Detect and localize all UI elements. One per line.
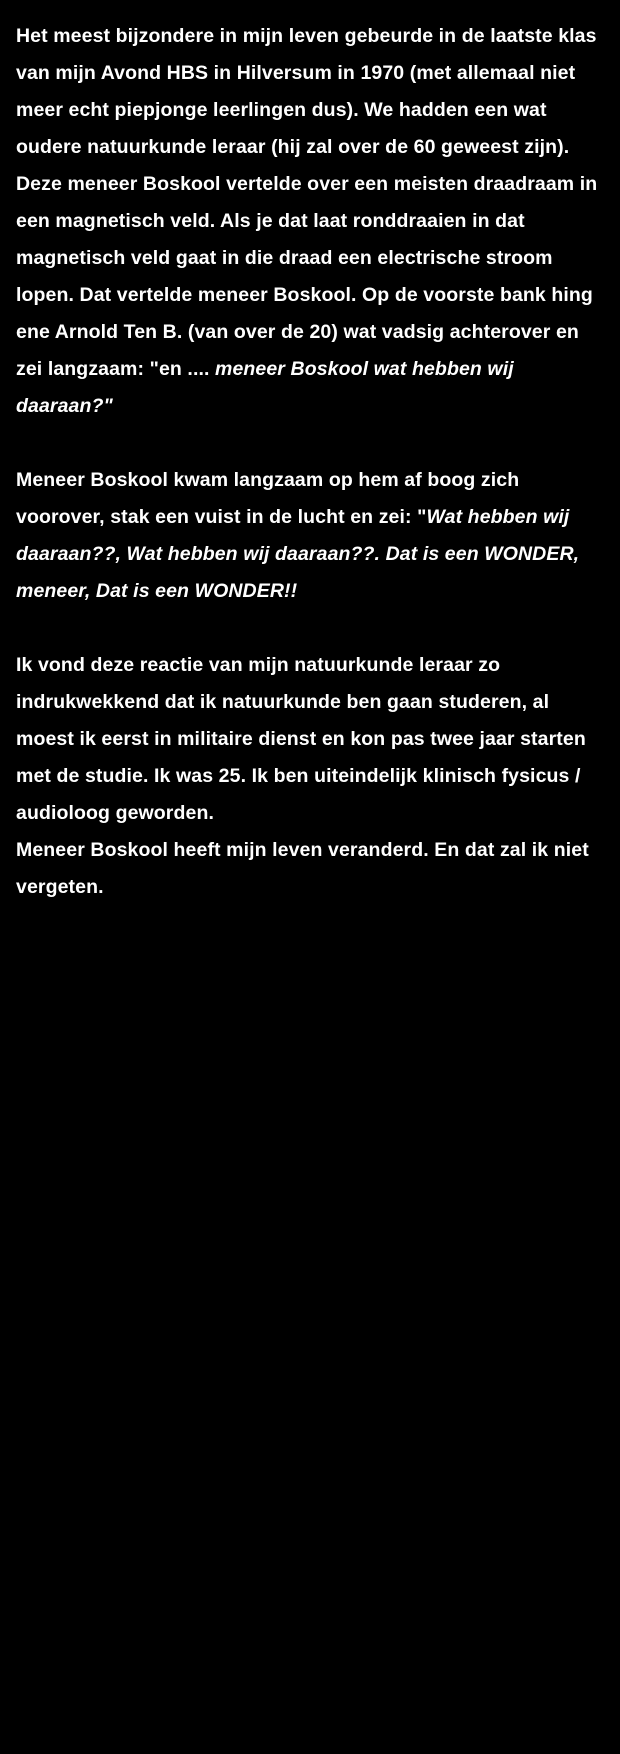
paragraph-2-quote-italic: Wat hebben wij daaraan??, Wat hebben wij daaraan??. Dat is een WONDER, meneer, Dat is een WONDER!! [16, 506, 580, 602]
paragraph-3 [16, 647, 598, 832]
paragraph-2-text: Meneer Boskool kwam langzaam op hem af boog zich voorover, stak een vuist in de lucht en zei: " [16, 469, 520, 528]
paragraph-3-text: Ik vond deze reactie van mijn natuurkunde leraar zo indrukwekkend dat ik natuurkunde ben gaan studeren, al moest ik eerst in militaire dienst en kon pas twee jaar starten met de studie. Ik was 25. Ik ben uiteindelijk klinisch fysicus / audioloog geworden. [16, 654, 586, 824]
paragraph-4 [16, 832, 598, 906]
paragraph-4-text: Meneer Boskool heeft mijn leven veranderd. En dat zal ik niet vergeten. [16, 839, 589, 898]
paragraph-1-quote-italic: meneer Boskool wat hebben wij daaraan?" [16, 358, 514, 417]
paragraph-1-text: Het meest bijzondere in mijn leven gebeurde in de laatste klas van mijn Avond HBS in Hilversum in 1970 (met allemaal niet meer echt piepjonge leerlingen dus). We hadden een wat oudere natuurkunde leraar (hij zal over de 60 geweest zijn). Deze meneer Boskool vertelde over een meisten draadraam in een magnetisch veld. Als je dat laat ronddraaien in dat magnetisch veld gaat in die draad een electrische stroom lopen. Dat vertelde meneer Boskool. Op de voorste bank hing ene Arnold Ten B. (van over de 20) wat vadsig achterover en zei langzaam: "en .... [16, 25, 598, 380]
paragraph-1 [16, 18, 598, 425]
story-text [16, 18, 598, 906]
paragraph-2 [16, 462, 598, 610]
